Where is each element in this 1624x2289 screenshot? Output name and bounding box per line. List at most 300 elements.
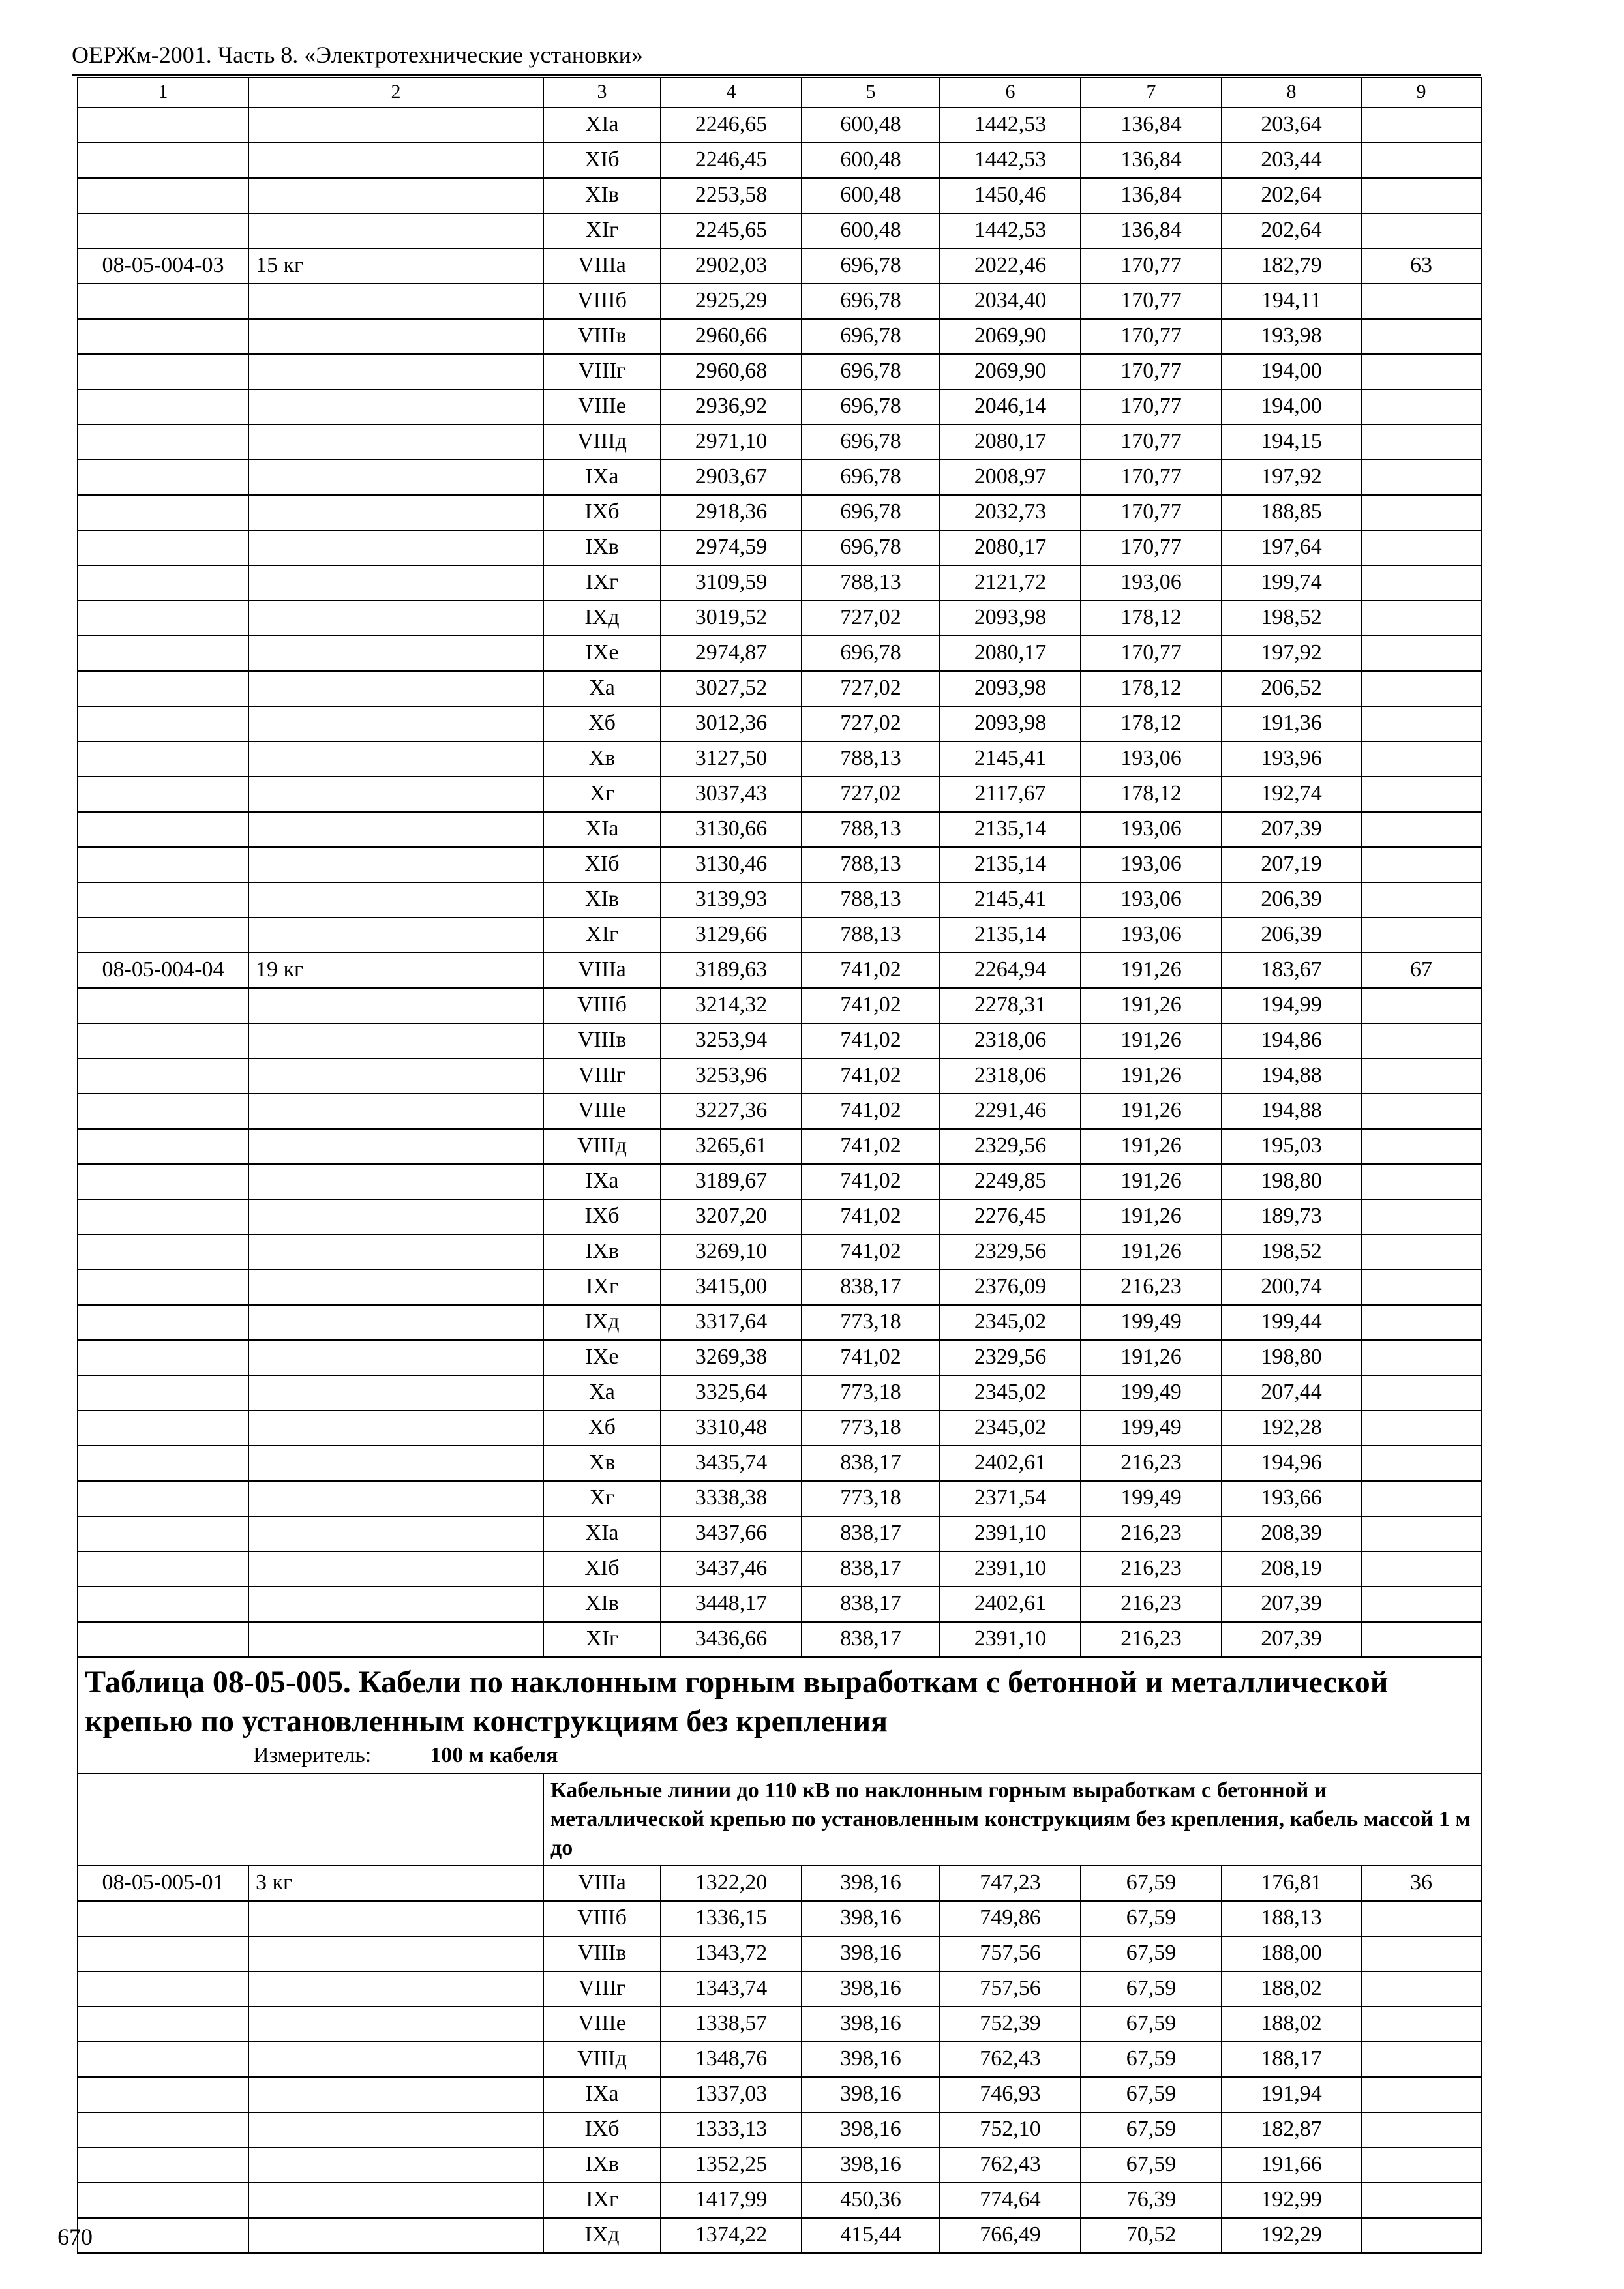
zone-cell: IXв xyxy=(543,530,661,565)
zone-cell: VIIIв xyxy=(543,1023,661,1058)
value-cell: 2246,45 xyxy=(661,143,802,178)
value-cell: 3437,46 xyxy=(661,1551,802,1587)
value-cell: 762,43 xyxy=(940,2147,1081,2183)
cable-mass-cell xyxy=(248,565,543,601)
value-cell: 170,77 xyxy=(1081,354,1222,389)
value-cell: 191,36 xyxy=(1222,706,1361,741)
zone-cell: Xг xyxy=(543,777,661,812)
value-cell: 3130,66 xyxy=(661,812,802,847)
col9-cell xyxy=(1361,530,1481,565)
value-cell: 191,94 xyxy=(1222,2077,1361,2112)
col9-cell xyxy=(1361,108,1481,143)
zone-cell: IXб xyxy=(543,1199,661,1234)
zone-cell: XIв xyxy=(543,882,661,918)
value-cell: 193,96 xyxy=(1222,741,1361,777)
value-cell: 67,59 xyxy=(1081,2112,1222,2147)
value-cell: 2276,45 xyxy=(940,1199,1081,1234)
value-cell: 2925,29 xyxy=(661,284,802,319)
value-cell: 2391,10 xyxy=(940,1622,1081,1657)
value-cell: 3269,10 xyxy=(661,1234,802,1270)
value-cell: 415,44 xyxy=(802,2218,940,2253)
value-cell: 3207,20 xyxy=(661,1199,802,1234)
cable-mass-cell xyxy=(248,2042,543,2077)
cable-mass-cell xyxy=(248,1971,543,2007)
table-row xyxy=(78,2183,1481,2218)
cable-mass-cell xyxy=(248,319,543,354)
rate-code-cell xyxy=(78,284,248,319)
zone-cell: IXа xyxy=(543,2077,661,2112)
value-cell: 746,93 xyxy=(940,2077,1081,2112)
table-row xyxy=(78,706,1481,741)
zone-cell: XIб xyxy=(543,1551,661,1587)
value-cell: 207,39 xyxy=(1222,812,1361,847)
rate-code-cell xyxy=(78,1622,248,1657)
value-cell: 193,06 xyxy=(1081,741,1222,777)
value-cell: 202,64 xyxy=(1222,213,1361,248)
value-cell: 3265,61 xyxy=(661,1129,802,1164)
value-cell: 2278,31 xyxy=(940,988,1081,1023)
value-cell: 696,78 xyxy=(802,636,940,671)
zone-cell: XIв xyxy=(543,178,661,213)
cable-mass-cell xyxy=(248,178,543,213)
value-cell: 398,16 xyxy=(802,1971,940,2007)
cable-mass-cell xyxy=(248,812,543,847)
zone-cell: VIIIб xyxy=(543,1901,661,1936)
cable-mass-cell xyxy=(248,2007,543,2042)
value-cell: 600,48 xyxy=(802,108,940,143)
col9-cell xyxy=(1361,425,1481,460)
rate-code-cell xyxy=(78,1023,248,1058)
cable-mass-cell xyxy=(248,284,543,319)
value-cell: 2902,03 xyxy=(661,248,802,284)
rate-code-cell xyxy=(78,918,248,953)
header-rule xyxy=(72,74,1481,76)
value-cell: 199,49 xyxy=(1081,1481,1222,1516)
table-row xyxy=(78,1516,1481,1551)
cable-mass-cell xyxy=(248,2077,543,2112)
value-cell: 170,77 xyxy=(1081,460,1222,495)
value-cell: 199,44 xyxy=(1222,1305,1361,1340)
value-cell: 191,26 xyxy=(1081,1340,1222,1375)
value-cell: 3338,38 xyxy=(661,1481,802,1516)
rate-code-cell xyxy=(78,1340,248,1375)
value-cell: 178,12 xyxy=(1081,777,1222,812)
col9-cell xyxy=(1361,777,1481,812)
table-row xyxy=(78,1866,1481,1901)
value-cell: 2253,58 xyxy=(661,178,802,213)
value-cell: 2135,14 xyxy=(940,812,1081,847)
value-cell: 198,52 xyxy=(1222,601,1361,636)
zone-cell: VIIIа xyxy=(543,1866,661,1901)
rate-code-cell xyxy=(78,2042,248,2077)
table-row xyxy=(78,213,1481,248)
cable-mass-cell xyxy=(248,1901,543,1936)
value-cell: 774,64 xyxy=(940,2183,1081,2218)
table-row xyxy=(78,847,1481,882)
value-cell: 2245,65 xyxy=(661,213,802,248)
value-cell: 170,77 xyxy=(1081,248,1222,284)
cable-mass-cell xyxy=(248,847,543,882)
value-cell: 2291,46 xyxy=(940,1094,1081,1129)
value-cell: 2329,56 xyxy=(940,1129,1081,1164)
cable-mass-cell xyxy=(248,1234,543,1270)
col9-cell xyxy=(1361,1129,1481,1164)
rate-code-cell xyxy=(78,2147,248,2183)
rate-code-cell xyxy=(78,460,248,495)
rate-code-cell xyxy=(78,812,248,847)
table-row xyxy=(78,1622,1481,1657)
zone-cell: Xв xyxy=(543,1446,661,1481)
cable-mass-cell xyxy=(248,425,543,460)
value-cell: 2069,90 xyxy=(940,319,1081,354)
value-cell: 206,39 xyxy=(1222,918,1361,953)
value-cell: 788,13 xyxy=(802,847,940,882)
value-cell: 398,16 xyxy=(802,1866,940,1901)
rate-code-cell xyxy=(78,2077,248,2112)
measure-line xyxy=(85,1741,1474,1773)
rate-code-cell xyxy=(78,2007,248,2042)
value-cell: 194,00 xyxy=(1222,389,1361,425)
zone-cell: IXе xyxy=(543,636,661,671)
cable-mass-cell xyxy=(248,530,543,565)
col9-cell xyxy=(1361,1971,1481,2007)
col9-cell xyxy=(1361,1375,1481,1411)
table-row xyxy=(78,354,1481,389)
value-cell: 1337,03 xyxy=(661,2077,802,2112)
value-cell: 696,78 xyxy=(802,319,940,354)
value-cell: 67,59 xyxy=(1081,1936,1222,1971)
value-cell: 2135,14 xyxy=(940,918,1081,953)
zone-cell: XIг xyxy=(543,918,661,953)
zone-cell: XIг xyxy=(543,213,661,248)
value-cell: 3448,17 xyxy=(661,1587,802,1622)
value-cell: 2402,61 xyxy=(940,1446,1081,1481)
value-cell: 741,02 xyxy=(802,1094,940,1129)
col9-cell xyxy=(1361,389,1481,425)
cable-mass-cell xyxy=(248,1516,543,1551)
value-cell: 696,78 xyxy=(802,495,940,530)
col9-cell xyxy=(1361,2007,1481,2042)
value-cell: 193,06 xyxy=(1081,918,1222,953)
value-cell: 696,78 xyxy=(802,460,940,495)
table-row xyxy=(78,108,1481,143)
value-cell: 696,78 xyxy=(802,354,940,389)
value-cell: 170,77 xyxy=(1081,389,1222,425)
value-cell: 600,48 xyxy=(802,178,940,213)
rate-code-cell xyxy=(78,2183,248,2218)
zone-cell: VIIIд xyxy=(543,1129,661,1164)
col9-cell xyxy=(1361,706,1481,741)
rate-code-cell xyxy=(78,1587,248,1622)
rate-code-cell xyxy=(78,530,248,565)
value-cell: 170,77 xyxy=(1081,636,1222,671)
value-cell: 216,23 xyxy=(1081,1622,1222,1657)
cable-mass-cell xyxy=(248,636,543,671)
value-cell: 2345,02 xyxy=(940,1305,1081,1340)
zone-cell: VIIIд xyxy=(543,425,661,460)
value-cell: 192,74 xyxy=(1222,777,1361,812)
rate-code-cell xyxy=(78,777,248,812)
value-cell: 838,17 xyxy=(802,1622,940,1657)
table-row xyxy=(78,1305,1481,1340)
cable-mass-cell xyxy=(248,2218,543,2253)
value-cell: 178,12 xyxy=(1081,601,1222,636)
rate-code-cell xyxy=(78,425,248,460)
value-cell: 197,92 xyxy=(1222,460,1361,495)
cable-mass-cell xyxy=(248,1305,543,1340)
value-cell: 2371,54 xyxy=(940,1481,1081,1516)
value-cell: 741,02 xyxy=(802,953,940,988)
value-cell: 773,18 xyxy=(802,1411,940,1446)
value-cell: 3436,66 xyxy=(661,1622,802,1657)
value-cell: 199,49 xyxy=(1081,1375,1222,1411)
value-cell: 70,52 xyxy=(1081,2218,1222,2253)
value-cell: 193,66 xyxy=(1222,1481,1361,1516)
rate-code-cell xyxy=(78,1375,248,1411)
rate-code-cell xyxy=(78,1305,248,1340)
cable-mass-cell xyxy=(248,354,543,389)
value-cell: 2117,67 xyxy=(940,777,1081,812)
value-cell: 788,13 xyxy=(802,812,940,847)
value-cell: 192,28 xyxy=(1222,1411,1361,1446)
value-cell: 216,23 xyxy=(1081,1516,1222,1551)
zone-cell: VIIIб xyxy=(543,284,661,319)
value-cell: 2329,56 xyxy=(940,1340,1081,1375)
rates-table-body xyxy=(78,78,1481,2253)
value-cell: 67,59 xyxy=(1081,1901,1222,1936)
col9-cell xyxy=(1361,1411,1481,1446)
col9-cell xyxy=(1361,1270,1481,1305)
value-cell: 2145,41 xyxy=(940,741,1081,777)
value-cell: 188,17 xyxy=(1222,2042,1361,2077)
value-cell: 1417,99 xyxy=(661,2183,802,2218)
value-cell: 2402,61 xyxy=(940,1587,1081,1622)
zone-cell: VIIIд xyxy=(543,2042,661,2077)
value-cell: 3415,00 xyxy=(661,1270,802,1305)
col9-cell xyxy=(1361,495,1481,530)
value-cell: 757,56 xyxy=(940,1936,1081,1971)
value-cell: 788,13 xyxy=(802,882,940,918)
value-cell: 2093,98 xyxy=(940,706,1081,741)
col9-cell xyxy=(1361,460,1481,495)
value-cell: 67,59 xyxy=(1081,2077,1222,2112)
zone-cell: XIб xyxy=(543,143,661,178)
value-cell: 216,23 xyxy=(1081,1587,1222,1622)
col9-cell xyxy=(1361,601,1481,636)
value-cell: 182,87 xyxy=(1222,2112,1361,2147)
table-row xyxy=(78,988,1481,1023)
value-cell: 136,84 xyxy=(1081,143,1222,178)
cable-mass-cell xyxy=(248,1270,543,1305)
rate-code-cell xyxy=(78,1234,248,1270)
col9-cell xyxy=(1361,1199,1481,1234)
value-cell: 193,06 xyxy=(1081,847,1222,882)
value-cell: 398,16 xyxy=(802,1901,940,1936)
zone-cell: Xб xyxy=(543,706,661,741)
value-cell: 696,78 xyxy=(802,284,940,319)
col9-cell xyxy=(1361,2183,1481,2218)
value-cell: 398,16 xyxy=(802,2112,940,2147)
zone-cell: VIIIг xyxy=(543,354,661,389)
value-cell: 136,84 xyxy=(1081,213,1222,248)
value-cell: 183,67 xyxy=(1222,953,1361,988)
value-cell: 193,06 xyxy=(1081,565,1222,601)
cable-mass-cell xyxy=(248,882,543,918)
value-cell: 398,16 xyxy=(802,2042,940,2077)
col9-cell xyxy=(1361,565,1481,601)
value-cell: 67,59 xyxy=(1081,1971,1222,2007)
value-cell: 178,12 xyxy=(1081,671,1222,706)
col9-cell xyxy=(1361,1936,1481,1971)
col9-cell xyxy=(1361,741,1481,777)
column-number-cell: 6 xyxy=(940,78,1081,108)
value-cell: 188,00 xyxy=(1222,1936,1361,1971)
cable-mass-cell xyxy=(248,1129,543,1164)
col9-cell xyxy=(1361,671,1481,706)
value-cell: 207,39 xyxy=(1222,1587,1361,1622)
table-row xyxy=(78,918,1481,953)
value-cell: 741,02 xyxy=(802,1164,940,1199)
zone-cell: IXб xyxy=(543,2112,661,2147)
table-row xyxy=(78,1936,1481,1971)
value-cell: 600,48 xyxy=(802,143,940,178)
value-cell: 191,26 xyxy=(1081,1234,1222,1270)
value-cell: 170,77 xyxy=(1081,284,1222,319)
rate-code-cell xyxy=(78,565,248,601)
table-row xyxy=(78,1058,1481,1094)
value-cell: 752,39 xyxy=(940,2007,1081,2042)
value-cell: 1343,74 xyxy=(661,1971,802,2007)
rate-code-cell xyxy=(78,706,248,741)
table-row xyxy=(78,178,1481,213)
value-cell: 2264,94 xyxy=(940,953,1081,988)
rate-code-cell xyxy=(78,354,248,389)
value-cell: 67,59 xyxy=(1081,1866,1222,1901)
value-cell: 67,59 xyxy=(1081,2147,1222,2183)
col9-cell xyxy=(1361,847,1481,882)
value-cell: 3037,43 xyxy=(661,777,802,812)
value-cell: 216,23 xyxy=(1081,1446,1222,1481)
table-row xyxy=(78,2007,1481,2042)
zone-cell: XIа xyxy=(543,108,661,143)
rate-code-cell xyxy=(78,847,248,882)
col9-cell xyxy=(1361,988,1481,1023)
value-cell: 2046,14 xyxy=(940,389,1081,425)
cable-mass-cell xyxy=(248,1446,543,1481)
value-cell: 747,23 xyxy=(940,1866,1081,1901)
rate-code-cell xyxy=(78,1094,248,1129)
col9-cell xyxy=(1361,636,1481,671)
value-cell: 398,16 xyxy=(802,2147,940,2183)
value-cell: 398,16 xyxy=(802,1936,940,1971)
value-cell: 194,11 xyxy=(1222,284,1361,319)
table-row xyxy=(78,1340,1481,1375)
value-cell: 2918,36 xyxy=(661,495,802,530)
cable-mass-cell xyxy=(248,460,543,495)
column-number-cell: 3 xyxy=(543,78,661,108)
page-header-title: ОЕРЖм-2001. Часть 8. «Электротехнические установки» xyxy=(72,42,643,68)
rates-table xyxy=(77,77,1482,2254)
value-cell: 727,02 xyxy=(802,777,940,812)
zone-cell: VIIIг xyxy=(543,1058,661,1094)
value-cell: 2960,66 xyxy=(661,319,802,354)
col9-cell xyxy=(1361,2042,1481,2077)
value-cell: 1322,20 xyxy=(661,1866,802,1901)
value-cell: 206,52 xyxy=(1222,671,1361,706)
cable-mass-cell xyxy=(248,108,543,143)
rate-code-cell xyxy=(78,1411,248,1446)
rate-code-cell xyxy=(78,389,248,425)
rate-code-cell xyxy=(78,988,248,1023)
table-row xyxy=(78,2112,1481,2147)
value-cell: 788,13 xyxy=(802,741,940,777)
col9-cell xyxy=(1361,319,1481,354)
rate-code-cell xyxy=(78,671,248,706)
value-cell: 1374,22 xyxy=(661,2218,802,2253)
value-cell: 2034,40 xyxy=(940,284,1081,319)
value-cell: 1348,76 xyxy=(661,2042,802,2077)
cable-mass-cell xyxy=(248,213,543,248)
table-row xyxy=(78,565,1481,601)
cable-mass-cell xyxy=(248,1375,543,1411)
cable-mass-cell xyxy=(248,601,543,636)
rate-code-cell xyxy=(78,1901,248,1936)
zone-cell: VIIIа xyxy=(543,248,661,284)
cable-mass-cell xyxy=(248,1164,543,1199)
value-cell: 3317,64 xyxy=(661,1305,802,1340)
value-cell: 2032,73 xyxy=(940,495,1081,530)
value-cell: 1450,46 xyxy=(940,178,1081,213)
page-number: 670 xyxy=(57,2224,93,2250)
value-cell: 788,13 xyxy=(802,565,940,601)
rate-code-cell xyxy=(78,1199,248,1234)
table-row xyxy=(78,2147,1481,2183)
table-row xyxy=(78,882,1481,918)
zone-cell: IXг xyxy=(543,1270,661,1305)
zone-cell: VIIIе xyxy=(543,389,661,425)
value-cell: 773,18 xyxy=(802,1305,940,1340)
table-row xyxy=(78,1481,1481,1516)
value-cell: 194,99 xyxy=(1222,988,1361,1023)
rate-code-cell: 08-05-004-04 xyxy=(78,953,248,988)
col9-cell xyxy=(1361,882,1481,918)
table-row xyxy=(78,319,1481,354)
table-row xyxy=(78,1411,1481,1446)
cable-mass-cell xyxy=(248,1587,543,1622)
value-cell: 3269,38 xyxy=(661,1340,802,1375)
value-cell: 1352,25 xyxy=(661,2147,802,2183)
col9-cell xyxy=(1361,2147,1481,2183)
cable-mass-cell: 15 кг xyxy=(248,248,543,284)
cable-mass-cell xyxy=(248,143,543,178)
value-cell: 193,98 xyxy=(1222,319,1361,354)
value-cell: 3227,36 xyxy=(661,1094,802,1129)
value-cell: 838,17 xyxy=(802,1551,940,1587)
zone-cell: IXа xyxy=(543,1164,661,1199)
value-cell: 741,02 xyxy=(802,988,940,1023)
cable-mass-cell xyxy=(248,706,543,741)
cable-mass-cell xyxy=(248,1551,543,1587)
value-cell: 206,39 xyxy=(1222,882,1361,918)
table-row xyxy=(78,1551,1481,1587)
cable-mass-cell xyxy=(248,671,543,706)
value-cell: 2391,10 xyxy=(940,1551,1081,1587)
rate-code-cell xyxy=(78,1164,248,1199)
value-cell: 191,26 xyxy=(1081,1023,1222,1058)
value-cell: 67,59 xyxy=(1081,2042,1222,2077)
value-cell: 188,02 xyxy=(1222,2007,1361,2042)
table-row xyxy=(78,1446,1481,1481)
